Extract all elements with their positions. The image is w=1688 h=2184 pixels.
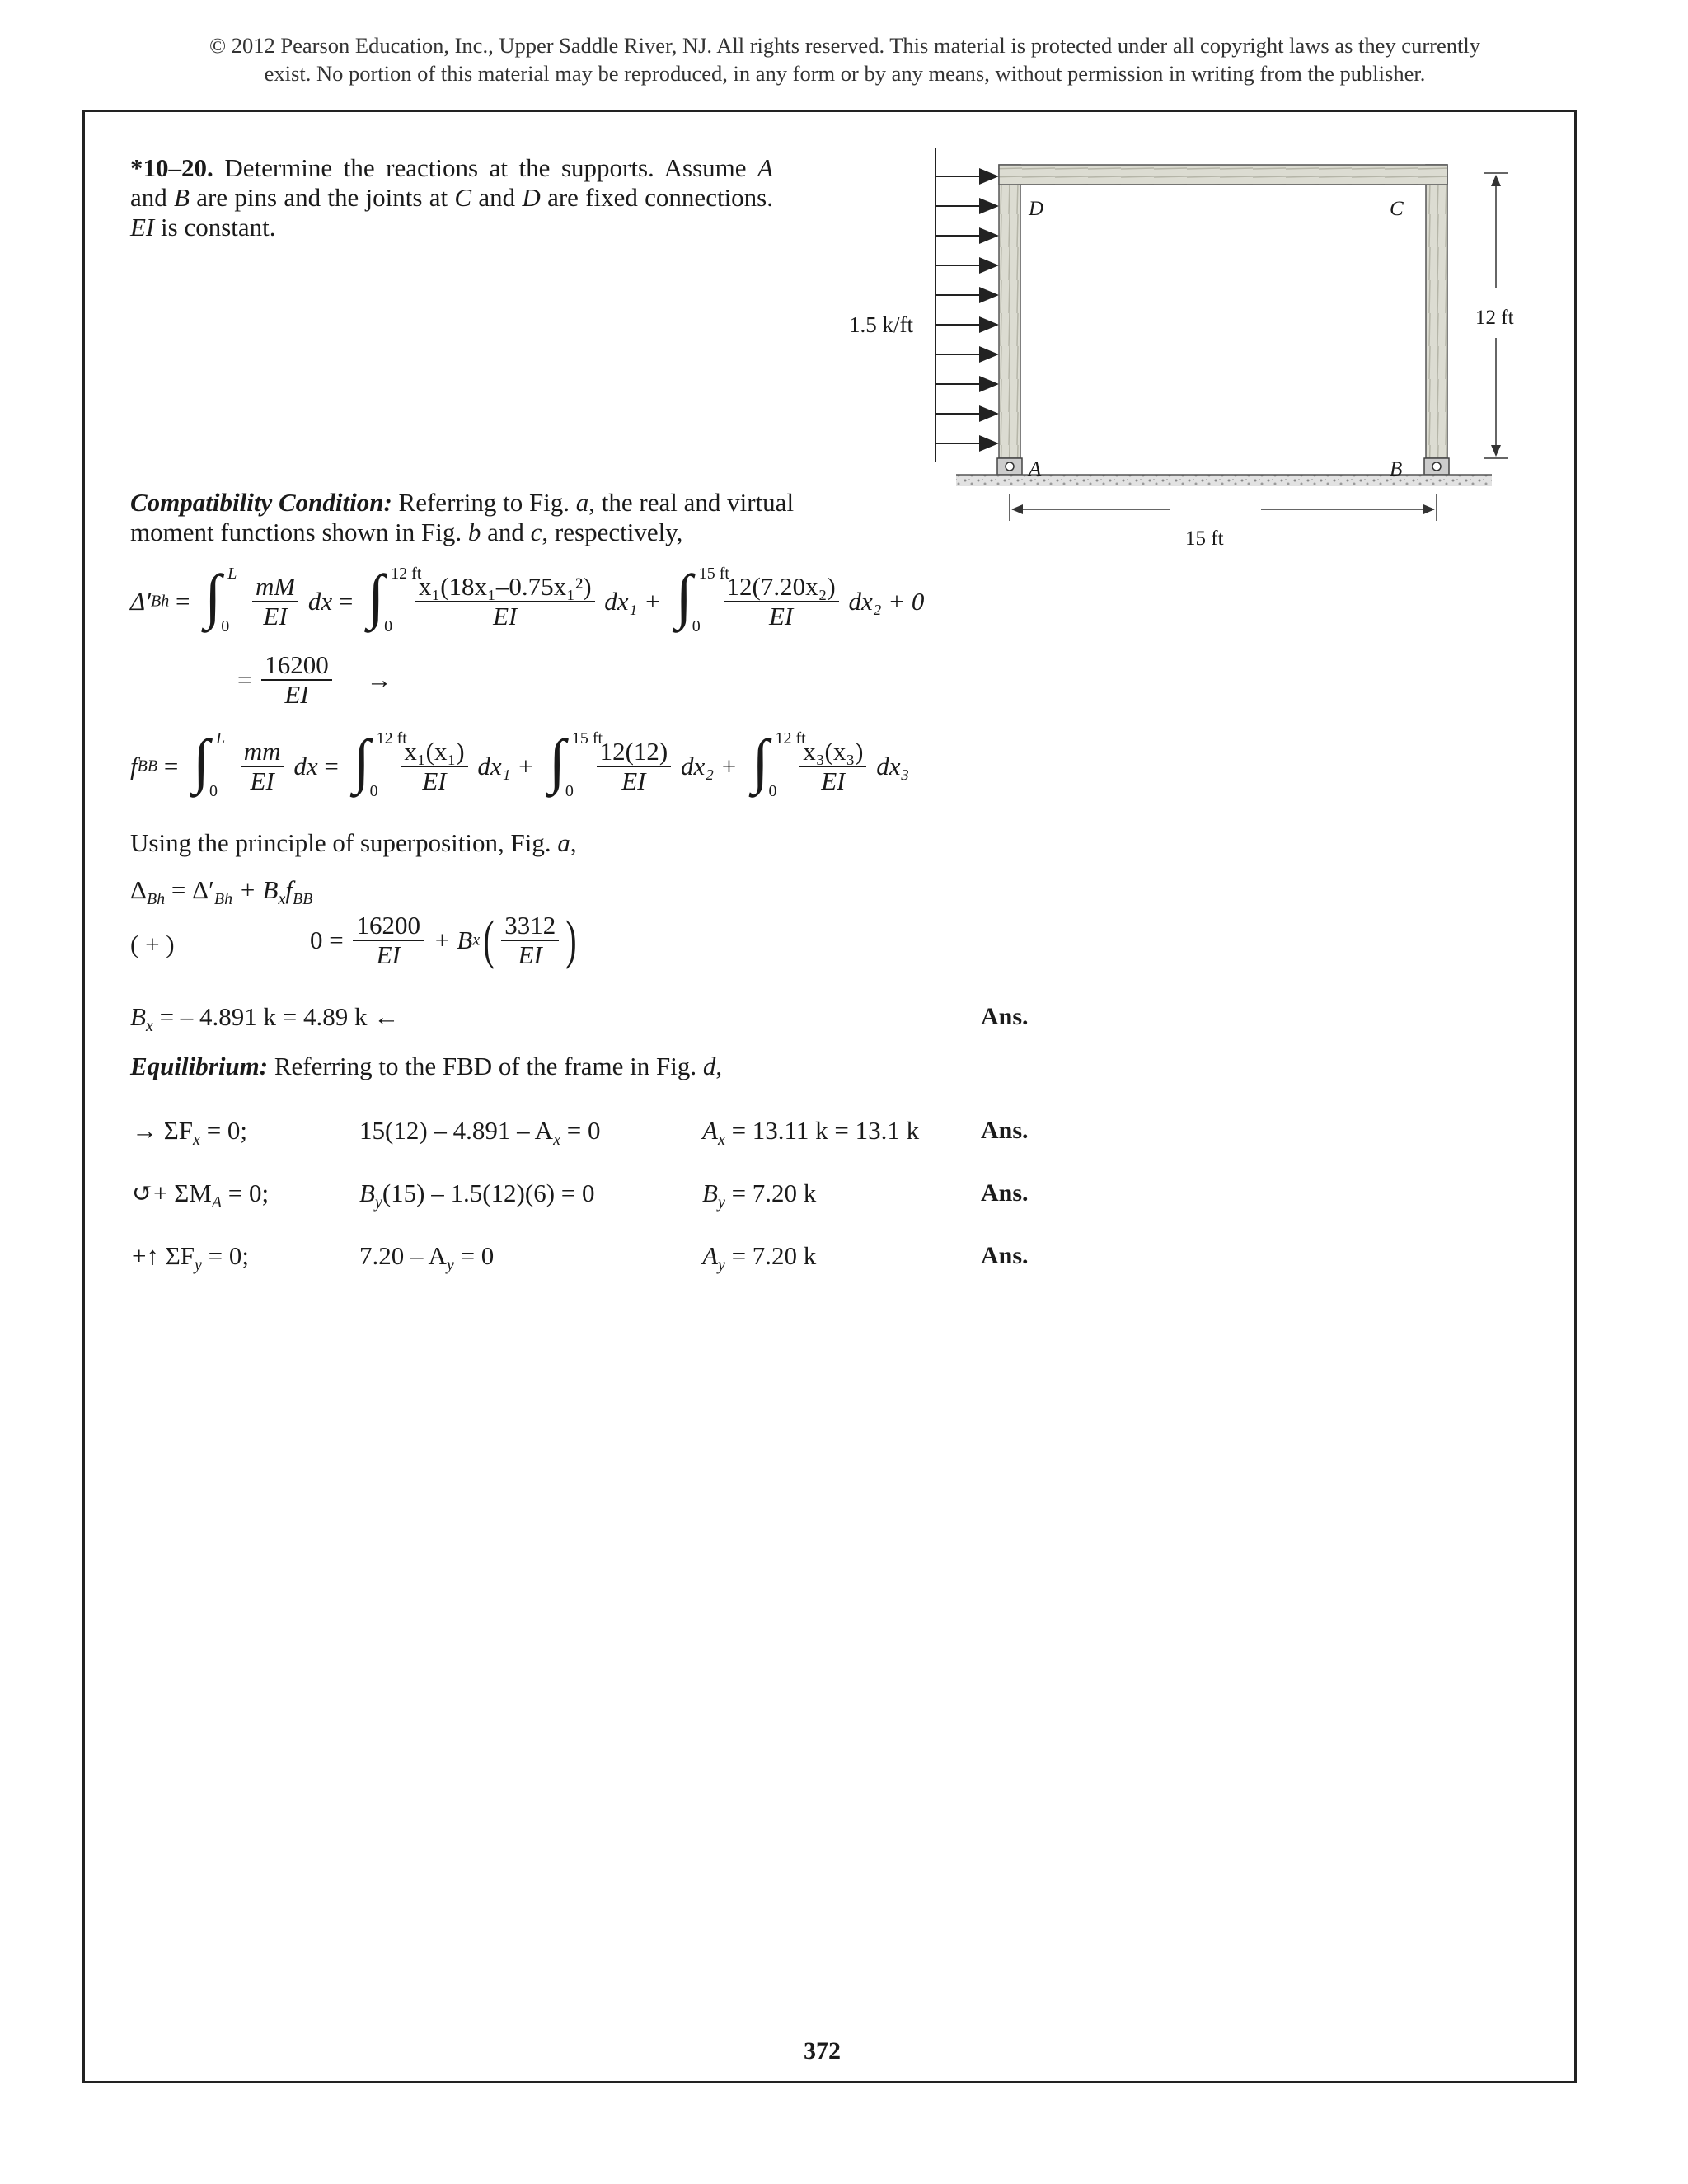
integral: ∫ L 0 (204, 563, 237, 635)
copyright-notice (49, 31, 1640, 87)
eq-sub: A (211, 1193, 223, 1212)
eq-sub: x (717, 1131, 725, 1150)
label-ei: EI (130, 213, 155, 241)
sign-convention: ( + ) (130, 930, 175, 958)
integral-lower: 0 (565, 782, 574, 800)
denominator: EI (263, 602, 288, 630)
paragraph-text: Referring to Fig. (398, 488, 570, 517)
eq-part: = 7.20 k (731, 1241, 817, 1270)
integral-upper: 12 ft (376, 729, 407, 748)
fraction (401, 738, 467, 795)
eq-sub: y (717, 1256, 725, 1275)
statement-part: and (478, 183, 516, 212)
eq-part: = 0; (206, 1116, 248, 1145)
label-c: C (454, 183, 472, 212)
eq-part: = 0; (227, 1179, 270, 1207)
copyright-line-1: © 2012 Pearson Education, Inc., Upper Saddle River, NJ. All rights reserved. This material is protected under all copyright laws as they currently (209, 33, 1480, 58)
eq-sub: Bh (146, 890, 166, 909)
distributed-load (935, 148, 997, 462)
copyright-line-2: exist. No portion of this material may be reproduced, in any form or by any means, without permission in writing from the publisher. (264, 61, 1426, 86)
paragraph-text: , (715, 1052, 723, 1080)
numerator: x₁(18x₁–0.75x₁²) (415, 573, 595, 602)
paragraph-text: , the real and virtual (588, 488, 795, 517)
integral: ∫ L 0 (193, 728, 226, 800)
eq-sub: x (553, 1131, 560, 1150)
equation-delta-bh (130, 563, 925, 635)
fraction (597, 738, 672, 795)
numerator: 12(7.20x₂) (724, 573, 839, 602)
eq-dx: dx₁ + (477, 752, 535, 780)
equilibrium-lhs-0 (132, 1116, 247, 1155)
eq-sign: = (324, 752, 339, 780)
eq-sub: Bh (213, 890, 233, 909)
eq-sub: y (195, 1256, 202, 1275)
denominator: EI (493, 602, 518, 630)
eq-part: +↑ ΣF (132, 1241, 195, 1270)
eq-dx: dx₂ + (680, 752, 738, 780)
superposition-text (130, 828, 577, 858)
integral-lower: 0 (768, 782, 777, 800)
eq-sign: = (163, 752, 179, 780)
equilibrium-res-1 (702, 1179, 816, 1217)
equation-delta-result (237, 651, 392, 709)
numerator: x₁(x₁) (401, 738, 467, 767)
eq-part: = 0 (460, 1241, 495, 1270)
statement-part: is constant. (161, 213, 276, 241)
eq-sub: Bh (150, 592, 170, 611)
eq-sub: BB (292, 890, 313, 909)
support-b-label: B (1390, 458, 1403, 480)
integral-lower: 0 (369, 782, 378, 800)
superposition-equation (130, 875, 312, 914)
equilibrium-lhs-1 (132, 1179, 269, 1217)
paragraph-text: , (570, 828, 577, 857)
column-right (1426, 165, 1447, 458)
eq-part: 0 = (310, 926, 344, 954)
statement-part: Determine the reactions at the supports. Assume (224, 153, 747, 182)
numerator: 12(12) (597, 738, 672, 767)
eq-dx: dx₂ + 0 (848, 587, 925, 616)
problem-number: *10–20. (130, 153, 213, 182)
answer-marker: Ans. (981, 1117, 1029, 1144)
integral-upper: 12 ft (775, 729, 806, 748)
eq-value: = – 4.891 k = 4.89 k ← (159, 1002, 400, 1031)
eq-part: A (702, 1116, 718, 1145)
compatibility-heading: Compatibility Condition: (130, 488, 392, 517)
support-a-label: A (1029, 458, 1042, 480)
height-label: 12 ft (1475, 307, 1514, 329)
joint-c-label: C (1390, 198, 1404, 220)
eq-part: + B (433, 926, 473, 954)
problem-statement (130, 153, 773, 242)
compatibility-paragraph (130, 488, 794, 518)
fraction (241, 738, 284, 795)
denominator: EI (621, 766, 646, 795)
eq-part: f (285, 875, 293, 904)
answer-marker: Ans. (981, 1242, 1029, 1269)
eq-lhs: f (130, 752, 138, 780)
eq-sub: x (193, 1131, 200, 1150)
eq-sign: = (175, 587, 190, 616)
fraction (501, 912, 559, 969)
span-dimension (1010, 494, 1437, 521)
eq-sub: y (446, 1256, 454, 1275)
fraction (724, 573, 839, 630)
eq-part: A (702, 1241, 718, 1270)
fig-ref: a (575, 488, 589, 517)
frame-figure (857, 148, 1566, 560)
eq-sub: y (717, 1193, 725, 1212)
eq-sub: x (278, 890, 286, 909)
eq-lhs: Δ′ (130, 587, 151, 616)
fig-ref: c (530, 518, 542, 546)
eq-dx: dx₃ (876, 752, 910, 780)
statement-part: are fixed connections. (547, 183, 773, 212)
eq-part: 7.20 – A (359, 1241, 447, 1270)
fig-ref: a (557, 828, 570, 857)
statement-part: are pins and the joints at (196, 183, 448, 212)
denominator: EI (422, 766, 447, 795)
eq-sub: x (472, 930, 481, 949)
label-d: D (522, 183, 541, 212)
integral-lower: 0 (384, 617, 393, 635)
bx-result (130, 1002, 399, 1041)
integral: ∫ 12 ft 0 (752, 728, 806, 800)
denominator: EI (250, 766, 274, 795)
label-b: B (174, 183, 190, 212)
integral-lower: 0 (692, 617, 701, 635)
numerator: 16200 (353, 912, 424, 941)
denominator: EI (821, 766, 846, 795)
numerator: x₃(x₃) (799, 738, 866, 767)
equilibrium-mid-0 (359, 1116, 600, 1155)
eq-dx: dx (293, 752, 318, 780)
integral: ∫ 15 ft 0 (548, 728, 603, 800)
beam (999, 165, 1447, 185)
integral-upper: L (227, 565, 237, 583)
eq-dx: dx₁ + (604, 587, 661, 616)
denominator: EI (376, 940, 401, 969)
denominator: EI (284, 680, 309, 709)
answer-marker: Ans. (981, 1003, 1029, 1030)
eq-sub: y (374, 1193, 382, 1212)
statement-part: and (130, 183, 167, 212)
eq-dx: dx (307, 587, 333, 616)
eq-part: B (130, 1002, 146, 1031)
equilibrium-paragraph (130, 1052, 722, 1081)
eq-part: → ΣF (132, 1116, 194, 1145)
paragraph-text: , respectively, (542, 518, 683, 546)
equilibrium-lhs-2 (132, 1241, 249, 1280)
eq-part: = Δ′ (171, 875, 214, 904)
column-left (999, 165, 1020, 458)
answer-marker: Ans. (981, 1179, 1029, 1207)
eq-part: B (702, 1179, 718, 1207)
direction-arrow: → (366, 665, 392, 694)
eq-sign: = (338, 587, 354, 616)
paragraph-text: Using the principle of superposition, Fig. (130, 828, 551, 857)
compatibility-equation: 0 = $\frac{16200}{EI}$ + Bx( $\frac{3312}{EI}$ ) (310, 910, 577, 970)
eq-sub: x (145, 1017, 153, 1036)
eq-part: 15(12) – 4.891 – A (359, 1116, 554, 1145)
page-number: 372 (804, 2037, 841, 2064)
denominator: EI (518, 940, 542, 969)
eq-part: (15) – 1.5(12)(6) = 0 (382, 1179, 595, 1207)
paragraph-text: Referring to the FBD of the frame in Fig. (274, 1052, 697, 1080)
eq-sub: BB (137, 757, 158, 776)
integral-lower: 0 (209, 782, 218, 800)
eq-part: = 7.20 k (731, 1179, 817, 1207)
equilibrium-heading: Equilibrium: (130, 1052, 269, 1080)
equilibrium-res-0 (702, 1116, 919, 1155)
fraction (415, 573, 595, 630)
equilibrium-res-2 (702, 1241, 816, 1280)
integral-upper: 15 ft (571, 729, 603, 748)
paragraph-text: moment functions shown in Fig. (130, 518, 462, 546)
span-label: 15 ft (1185, 527, 1224, 550)
fig-ref: d (702, 1052, 716, 1080)
label-a: A (757, 153, 773, 182)
equilibrium-mid-2 (359, 1241, 494, 1280)
denominator: EI (768, 602, 794, 630)
eq-sign: = (237, 665, 252, 694)
compatibility-paragraph-line2 (130, 518, 682, 547)
integral-upper: 15 ft (698, 565, 729, 583)
fig-ref: b (467, 518, 481, 546)
integral: ∫ 12 ft 0 (353, 728, 407, 800)
eq-part: B (359, 1179, 375, 1207)
joint-d-label: D (1029, 198, 1044, 220)
integral: ∫ 15 ft 0 (675, 563, 729, 635)
eq-part: = 0; (208, 1241, 250, 1270)
integral-upper: 12 ft (391, 565, 422, 583)
paragraph-text: and (487, 518, 524, 546)
load-label: 1.5 k/ft (849, 312, 913, 337)
numerator: 16200 (261, 651, 332, 681)
fraction (261, 651, 332, 709)
integral: ∫ 12 ft 0 (368, 563, 422, 635)
fraction (799, 738, 866, 795)
eq-part: + B (238, 875, 279, 904)
numerator: mm (241, 738, 284, 767)
fraction (252, 573, 298, 630)
fraction (353, 912, 424, 969)
equilibrium-mid-1 (359, 1179, 595, 1217)
numerator: mM (252, 573, 298, 602)
equation-fbb (130, 728, 910, 800)
eq-part: ↺+ ΣM (132, 1179, 212, 1207)
numerator: 3312 (501, 912, 559, 941)
integral-lower: 0 (221, 617, 230, 635)
integral-upper: L (216, 729, 226, 748)
eq-part: = 13.11 k = 13.1 k (731, 1116, 920, 1145)
eq-lhs: Δ (130, 875, 147, 904)
eq-part: = 0 (566, 1116, 601, 1145)
